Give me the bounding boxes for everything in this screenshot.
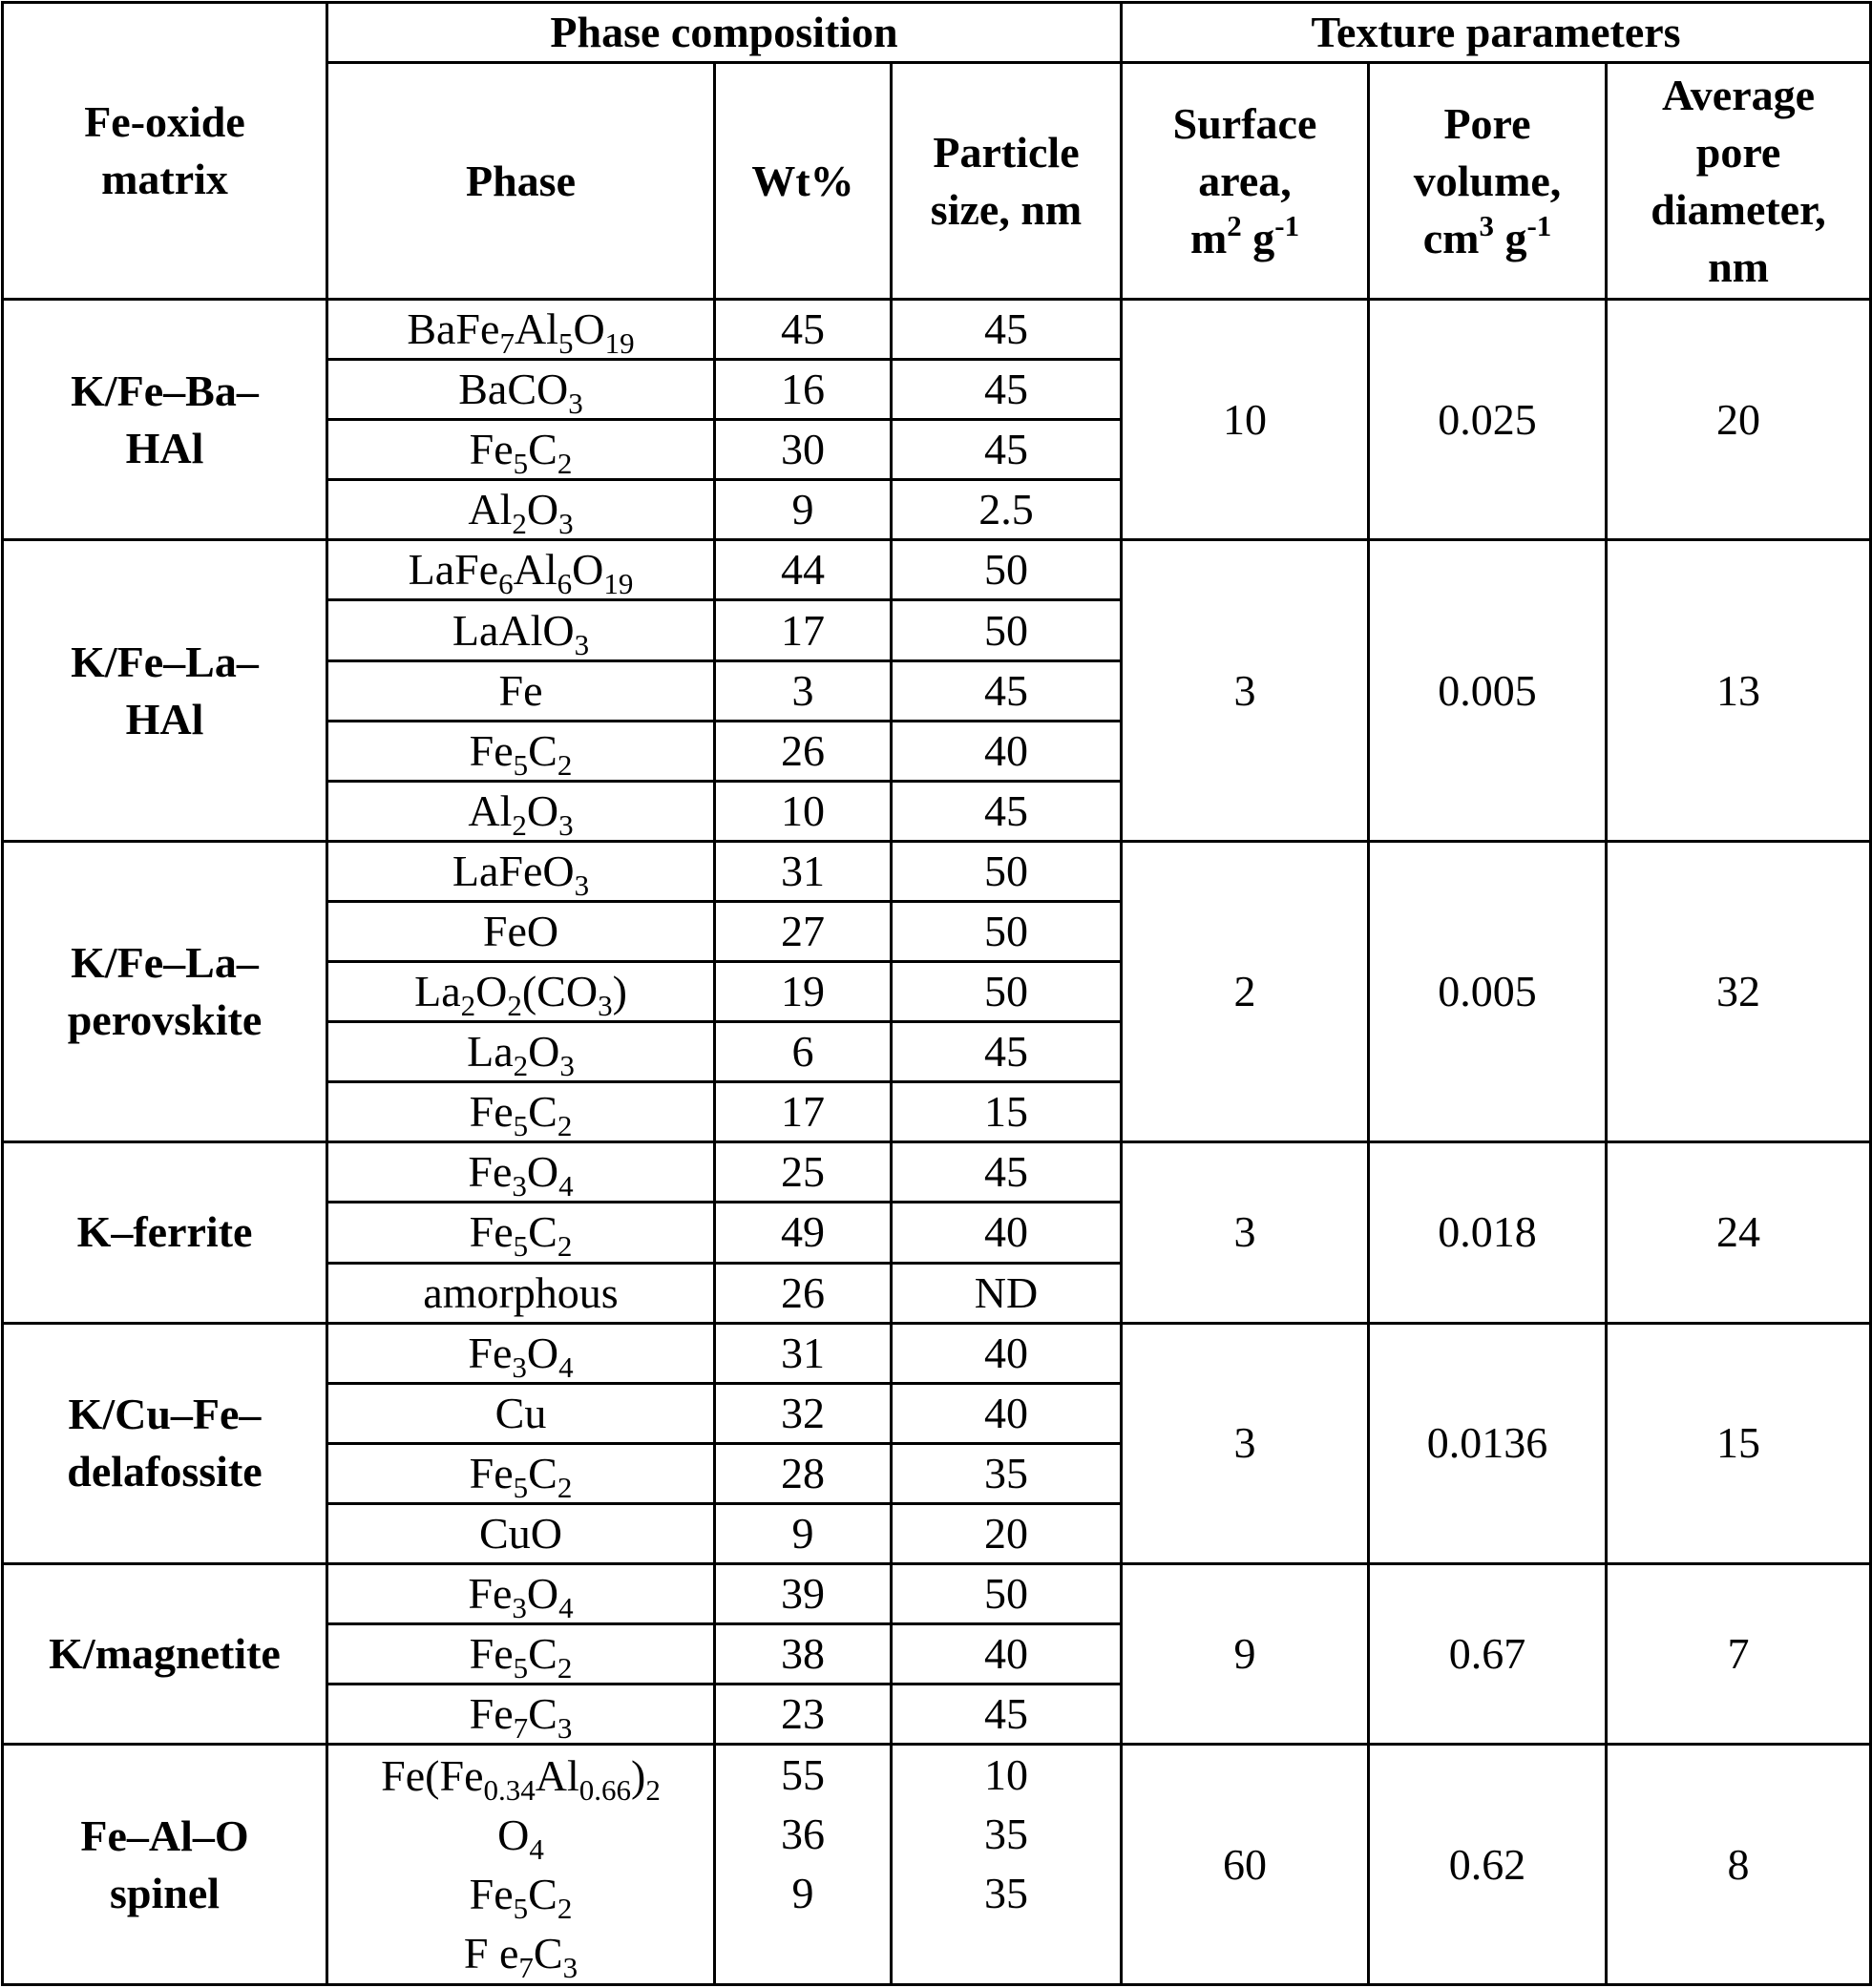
particle-size-cell: ND [892,1263,1122,1323]
matrix-cell: Fe–Al–O spinel [3,1745,327,1985]
table-row [3,841,1871,901]
wt-cell: 39 [715,1563,892,1623]
phase-cell: $Fe_3O_4$ [327,1563,715,1623]
phase-cell: $Al_2O_3$ [327,480,715,540]
particle-size-cell: 45 [892,360,1122,420]
wt-cell: 44 [715,540,892,600]
header-phase-composition: Phase composition [327,3,1122,63]
header-matrix: Fe-oxide matrix [3,3,327,300]
particle-size-cell: 45 [892,781,1122,841]
particle-size-cell: 40 [892,721,1122,781]
matrix-cell: K/magnetite [3,1563,327,1744]
wt-cell: 19 [715,962,892,1022]
particle-size-cell: 45 [892,420,1122,480]
phase-cell: $Fe_5C_2$ [327,1443,715,1503]
surface-area-cell: 9 [1122,1563,1369,1744]
surface-area-cell: 60 [1122,1745,1369,1985]
wt-cell: 17 [715,600,892,660]
particle-size-cell: 50 [892,540,1122,600]
phase-cell: $Fe_3O_4$ [327,1323,715,1383]
phase-cell: $Fe_5C_2$ [327,721,715,781]
header-pore-volume: Pore volume, $cm^3$ $g^{-1}$ [1369,63,1607,300]
wt-cell: 49 [715,1203,892,1263]
wt-cell: 26 [715,1263,892,1323]
particle-size-cell: 50 [892,841,1122,901]
matrix-cell: K/Fe–La– perovskite [3,841,327,1141]
wt-cell: 9 [715,480,892,540]
phase-cell: amorphous [327,1263,715,1323]
particle-size-cell: 45 [892,1022,1122,1082]
pore-volume-cell: 0.67 [1369,1563,1607,1744]
pore-diameter-cell: 8 [1607,1745,1871,1985]
pore-volume-cell: 0.0136 [1369,1323,1607,1563]
phase-cell: LaFeO$_3$ [327,841,715,901]
wt-cell: 25 [715,1142,892,1203]
matrix-cell: K/Cu–Fe– delafossite [3,1323,327,1563]
particle-size-cell: 50 [892,600,1122,660]
header-wt: Wt% [715,63,892,300]
wt-cell: 10 [715,781,892,841]
phase-cell: Cu [327,1383,715,1443]
table-row [3,1142,1871,1203]
phase-cell: $Fe_5C_2$ [327,1203,715,1263]
pore-diameter-cell: 7 [1607,1563,1871,1744]
pore-volume-cell: 0.005 [1369,841,1607,1141]
particle-size-cell: 2.5 [892,480,1122,540]
particle-size-cell: 15 [892,1082,1122,1142]
surface-area-unit: $m^2$ $g^{-1}$ [1189,208,1300,262]
table-row [3,1323,1871,1383]
particle-size-cell: 50 [892,1563,1122,1623]
wt-cell: 27 [715,901,892,961]
pore-volume-cell: 0.025 [1369,300,1607,540]
wt-cell: 28 [715,1443,892,1503]
surface-area-cell: 2 [1122,841,1369,1141]
table-row [3,300,1871,360]
pore-diameter-cell: 24 [1607,1142,1871,1323]
particle-size-cell: 40 [892,1383,1122,1443]
header-surface-area: Surface area, $m^2$ $g^{-1}$ [1122,63,1369,300]
phase-cell: $LaFe_6Al_6O_{19}$ [327,540,715,600]
particle-size-cell: 40 [892,1203,1122,1263]
particle-size-cell: 10 35 35 [892,1745,1122,1985]
particle-size-cell: 45 [892,1142,1122,1203]
phase-cell: $BaFe_7Al_5O_{19}$ [327,300,715,360]
particle-size-cell: 50 [892,962,1122,1022]
particle-size-cell: 20 [892,1503,1122,1563]
header-texture-parameters: Texture parameters [1122,3,1871,63]
wt-cell: 17 [715,1082,892,1142]
header-avg-pore-diameter: Average pore diameter, nm [1607,63,1871,300]
pore-volume-cell: 0.018 [1369,1142,1607,1323]
pore-diameter-cell: 13 [1607,540,1871,841]
pore-volume-cell: 0.62 [1369,1745,1607,1985]
wt-cell: 6 [715,1022,892,1082]
wt-cell: 26 [715,721,892,781]
phase-cell: $Fe_7C_3$ [327,1685,715,1745]
surface-area-cell: 3 [1122,540,1369,841]
phase-composition-table [1,1,1872,1986]
particle-size-cell: 40 [892,1624,1122,1685]
phase-cell: BaCO$_3$ [327,360,715,420]
phase-cell: $Fe_3O_4$ [327,1142,715,1203]
pore-volume-cell: 0.005 [1369,540,1607,841]
phase-cell: Fe [327,660,715,721]
matrix-cell: K/Fe–La– HAl [3,540,327,841]
phase-cell: $Fe(Fe_{0.34}Al_{0.66})_2$ $O_4$ $Fe_5C_2$ F $e_7C_3$ [327,1745,715,1985]
matrix-cell: K/Fe–Ba– HAl [3,300,327,540]
phase-cell: $La_2O_2(CO_3)$ [327,962,715,1022]
phase-cell: $La_2O_3$ [327,1022,715,1082]
pore-diameter-cell: 20 [1607,300,1871,540]
phase-cell: $Fe_5C_2$ [327,1624,715,1685]
phase-cell: LaAlO$_3$ [327,600,715,660]
table-row [3,1745,1871,1985]
pore-diameter-cell: 32 [1607,841,1871,1141]
wt-cell: 55 36 9 [715,1745,892,1985]
pore-volume-unit: $cm^3$ $g^{-1}$ [1422,208,1552,262]
header-phase: Phase [327,63,715,300]
wt-cell: 23 [715,1685,892,1745]
particle-size-cell: 45 [892,660,1122,721]
wt-cell: 38 [715,1624,892,1685]
header-particle-size: Particle size, nm [892,63,1122,300]
wt-cell: 31 [715,841,892,901]
wt-cell: 3 [715,660,892,721]
particle-size-cell: 45 [892,300,1122,360]
surface-area-cell: 3 [1122,1323,1369,1563]
wt-cell: 45 [715,300,892,360]
particle-size-cell: 45 [892,1685,1122,1745]
particle-size-cell: 35 [892,1443,1122,1503]
surface-area-cell: 3 [1122,1142,1369,1323]
pore-diameter-cell: 15 [1607,1323,1871,1563]
particle-size-cell: 40 [892,1323,1122,1383]
wt-cell: 30 [715,420,892,480]
particle-size-cell: 50 [892,901,1122,961]
phase-cell: $Al_2O_3$ [327,781,715,841]
table-body [3,300,1871,1985]
phase-cell: $Fe_5C_2$ [327,1082,715,1142]
phase-cell: FeO [327,901,715,961]
wt-cell: 32 [715,1383,892,1443]
wt-cell: 31 [715,1323,892,1383]
table-row [3,540,1871,600]
wt-cell: 16 [715,360,892,420]
phase-cell: CuO [327,1503,715,1563]
table-row [3,1563,1871,1623]
matrix-cell: K–ferrite [3,1142,327,1323]
wt-cell: 9 [715,1503,892,1563]
phase-cell: $Fe_5C_2$ [327,420,715,480]
surface-area-cell: 10 [1122,300,1369,540]
